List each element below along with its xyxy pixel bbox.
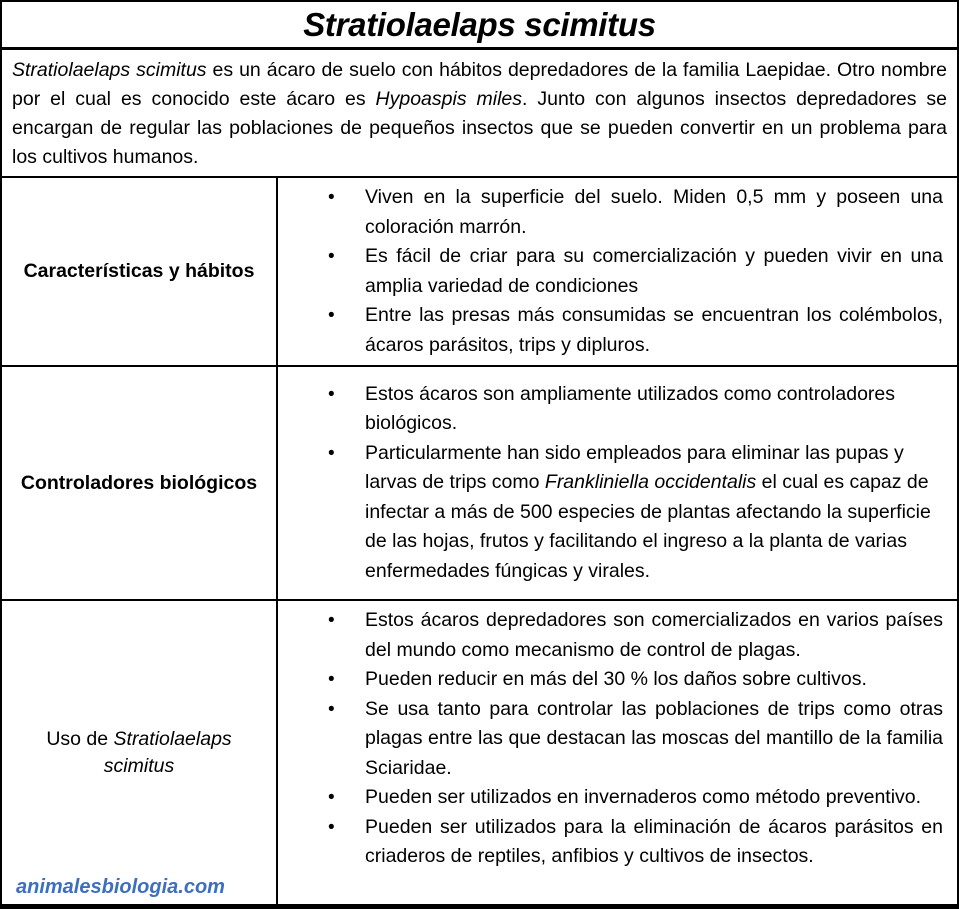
row-content-caracteristicas	[278, 178, 957, 365]
list-item: • Pueden reducir en más del 30 % los daños sobre cultivos.	[278, 665, 943, 695]
bullet-list	[278, 183, 943, 360]
row-label-text-pre: Uso de	[46, 727, 114, 750]
list-item-species-name: Frankliniella occidentalis	[544, 471, 757, 494]
table-title-row	[2, 2, 957, 50]
table-row	[2, 178, 957, 367]
bullet-list	[278, 606, 943, 872]
list-item: • Es fácil de criar para su comercialización y pueden vivir en una amplia variedad de condiciones	[278, 242, 943, 301]
intro-paragraph	[12, 56, 947, 172]
list-item: • Pueden ser utilizados en invernaderos como método preventivo.	[278, 783, 943, 813]
list-item: • Viven en la superficie del suelo. Miden 0,5 mm y poseen una coloración marrón.	[278, 183, 943, 242]
list-item: • Estos ácaros depredadores son comercializados en varios países del mundo como mecanismo de control de plagas.	[278, 606, 943, 665]
list-item-text-pre: Particularmente han sido empleados para eliminar las pupas y larvas de trips como	[365, 441, 904, 494]
page-title: Stratiolaelaps scimitus	[303, 6, 656, 43]
row-label-text: Características y hábitos	[23, 260, 255, 282]
row-label-species-name: Stratiolaelaps scimitus	[103, 727, 232, 777]
row-content-controladores	[278, 367, 957, 599]
intro-text-part2: es un ácaro de suelo con hábitos depredadores de la familia Laepidae. Otro nombre por el cual es conocido este ácaro es	[12, 59, 947, 110]
row-label-uso	[2, 601, 278, 904]
intro-species-name-secondary: Hypoaspis miles	[375, 88, 523, 110]
table-row	[2, 601, 957, 906]
intro-row	[2, 50, 957, 178]
table-row	[2, 367, 957, 601]
row-label-text: Controladores biológicos	[20, 471, 258, 494]
row-label-controladores	[2, 367, 278, 599]
site-watermark: animalesbiologia.com	[16, 876, 225, 898]
list-item: • Se usa tanto para controlar las poblaciones de trips como otras plagas entre las que destacan las moscas del mantillo de la familia Sciaridae.	[278, 695, 943, 784]
list-item: • Entre las presas más consumidas se encuentran los colémbolos, ácaros parásitos, trips y dipluros.	[278, 301, 943, 360]
list-item: • Estos ácaros son ampliamente utilizados como controladores biológicos.	[278, 380, 943, 439]
row-content-uso	[278, 601, 957, 904]
bullet-list	[278, 380, 943, 587]
intro-text-part4: . Junto con algunos insectos depredadores se encargan de regular las poblaciones de pequeños insectos que se pueden convertir en un problema para los cultivos humanos.	[12, 88, 948, 168]
list-item-text-post: el cual es capaz de infectar a más de 500 especies de plantas afectando la superficie de las hojas, frutos y facilitando el ingreso a la planta de varias enfermedades fúngicas y virales.	[365, 471, 931, 582]
row-label-caracteristicas	[2, 178, 278, 365]
list-item	[278, 439, 943, 587]
list-item: • Pueden ser utilizados para la eliminación de ácaros parásitos en criaderos de reptiles, anfibios y cultivos de insectos.	[278, 813, 943, 872]
intro-species-name-primary: Stratiolaelaps scimitus	[12, 59, 207, 81]
row-label-text	[18, 726, 260, 780]
